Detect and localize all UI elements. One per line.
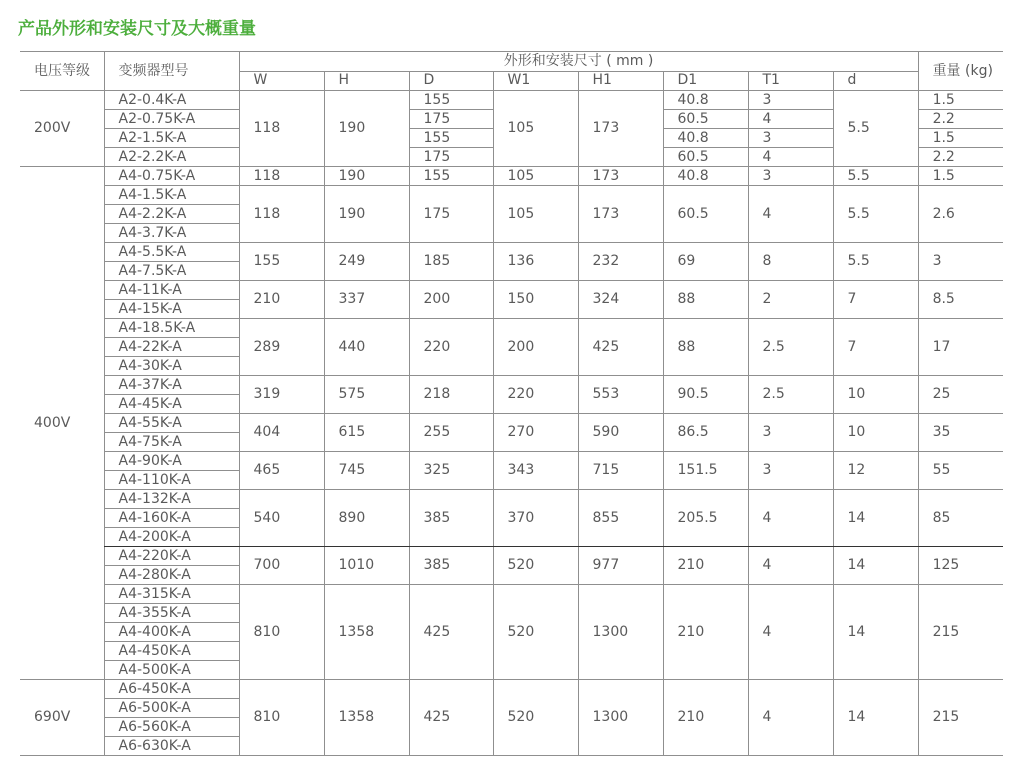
cell-H1: 590 xyxy=(578,414,663,452)
cell-D1: 86.5 xyxy=(663,414,748,452)
cell-H: 575 xyxy=(324,376,409,414)
header-H1: H1 xyxy=(578,71,663,91)
model-cell: A2-0.4K-A xyxy=(104,91,239,110)
cell-D1: 88 xyxy=(663,281,748,319)
cell-H1: 173 xyxy=(578,91,663,167)
cell-T1: 4 xyxy=(748,148,833,167)
cell-kg: 1.5 xyxy=(918,167,1003,186)
model-cell: A4-450K-A xyxy=(104,642,239,661)
model-cell: A6-500K-A xyxy=(104,699,239,718)
cell-H1: 1300 xyxy=(578,585,663,680)
cell-T1: 4 xyxy=(748,490,833,547)
cell-W: 155 xyxy=(239,243,324,281)
model-cell: A2-0.75K-A xyxy=(104,110,239,129)
cell-W: 810 xyxy=(239,680,324,756)
cell-d: 14 xyxy=(833,547,918,585)
model-cell: A2-1.5K-A xyxy=(104,129,239,148)
cell-kg: 3 xyxy=(918,243,1003,281)
model-cell: A4-3.7K-A xyxy=(104,224,239,243)
cell-D: 385 xyxy=(409,547,493,585)
cell-W1: 105 xyxy=(493,167,578,186)
cell-d: 5.5 xyxy=(833,91,918,167)
cell-H: 745 xyxy=(324,452,409,490)
header-D: D xyxy=(409,71,493,91)
model-cell: A4-315K-A xyxy=(104,585,239,604)
header-dims-group: 外形和安装尺寸 ( mm ) xyxy=(239,52,918,72)
cell-d: 5.5 xyxy=(833,167,918,186)
cell-D: 425 xyxy=(409,585,493,680)
cell-W1: 220 xyxy=(493,376,578,414)
dimension-table xyxy=(20,51,1003,756)
cell-kg: 2.2 xyxy=(918,148,1003,167)
model-cell: A4-55K-A xyxy=(104,414,239,433)
cell-H: 890 xyxy=(324,490,409,547)
cell-W: 465 xyxy=(239,452,324,490)
cell-T1: 3 xyxy=(748,91,833,110)
header-H: H xyxy=(324,71,409,91)
model-cell: A4-90K-A xyxy=(104,452,239,471)
cell-D1: 40.8 xyxy=(663,91,748,110)
model-cell: A4-30K-A xyxy=(104,357,239,376)
model-cell: A4-18.5K-A xyxy=(104,319,239,338)
cell-kg: 35 xyxy=(918,414,1003,452)
cell-T1: 4 xyxy=(748,110,833,129)
model-cell: A4-110K-A xyxy=(104,471,239,490)
model-cell: A4-500K-A xyxy=(104,661,239,680)
cell-kg: 215 xyxy=(918,585,1003,680)
cell-W: 118 xyxy=(239,167,324,186)
table-row xyxy=(20,167,1003,186)
cell-D: 155 xyxy=(409,167,493,186)
header-T1: T1 xyxy=(748,71,833,91)
model-cell: A4-15K-A xyxy=(104,300,239,319)
cell-d: 14 xyxy=(833,585,918,680)
cell-T1: 4 xyxy=(748,585,833,680)
model-cell: A4-5.5K-A xyxy=(104,243,239,262)
cell-W1: 105 xyxy=(493,91,578,167)
table-row xyxy=(20,376,1003,395)
cell-H1: 324 xyxy=(578,281,663,319)
header-D1: D1 xyxy=(663,71,748,91)
cell-H1: 855 xyxy=(578,490,663,547)
cell-W: 540 xyxy=(239,490,324,547)
model-cell: A4-75K-A xyxy=(104,433,239,452)
cell-kg: 17 xyxy=(918,319,1003,376)
cell-W1: 520 xyxy=(493,680,578,756)
model-cell: A4-220K-A xyxy=(104,547,239,566)
cell-kg: 1.5 xyxy=(918,129,1003,148)
table-row xyxy=(20,414,1003,433)
cell-d: 12 xyxy=(833,452,918,490)
cell-W1: 136 xyxy=(493,243,578,281)
header-W1: W1 xyxy=(493,71,578,91)
cell-D: 175 xyxy=(409,110,493,129)
model-cell: A4-132K-A xyxy=(104,490,239,509)
model-cell: A4-160K-A xyxy=(104,509,239,528)
table-row xyxy=(20,680,1003,699)
cell-kg: 125 xyxy=(918,547,1003,585)
cell-H1: 173 xyxy=(578,186,663,243)
model-cell: A4-200K-A xyxy=(104,528,239,547)
cell-kg: 2.6 xyxy=(918,186,1003,243)
cell-W: 404 xyxy=(239,414,324,452)
cell-d: 14 xyxy=(833,680,918,756)
cell-W: 289 xyxy=(239,319,324,376)
cell-D1: 60.5 xyxy=(663,110,748,129)
cell-kg: 25 xyxy=(918,376,1003,414)
cell-T1: 3 xyxy=(748,414,833,452)
cell-d: 5.5 xyxy=(833,186,918,243)
cell-H: 440 xyxy=(324,319,409,376)
cell-H: 337 xyxy=(324,281,409,319)
cell-D: 155 xyxy=(409,129,493,148)
cell-H1: 715 xyxy=(578,452,663,490)
cell-T1: 8 xyxy=(748,243,833,281)
cell-D1: 69 xyxy=(663,243,748,281)
cell-H1: 977 xyxy=(578,547,663,585)
cell-T1: 4 xyxy=(748,186,833,243)
cell-W: 810 xyxy=(239,585,324,680)
cell-d: 10 xyxy=(833,376,918,414)
cell-T1: 2 xyxy=(748,281,833,319)
cell-W: 319 xyxy=(239,376,324,414)
table-row xyxy=(20,91,1003,110)
header-voltage: 电压等级 xyxy=(20,52,104,91)
cell-T1: 3 xyxy=(748,167,833,186)
cell-H: 190 xyxy=(324,91,409,167)
cell-kg: 85 xyxy=(918,490,1003,547)
model-cell: A4-7.5K-A xyxy=(104,262,239,281)
cell-H: 190 xyxy=(324,167,409,186)
table-row xyxy=(20,547,1003,566)
model-cell: A2-2.2K-A xyxy=(104,148,239,167)
cell-kg: 8.5 xyxy=(918,281,1003,319)
table-row xyxy=(20,452,1003,471)
cell-D: 200 xyxy=(409,281,493,319)
cell-D1: 88 xyxy=(663,319,748,376)
cell-D1: 90.5 xyxy=(663,376,748,414)
page-title: 产品外形和安装尺寸及大概重量 xyxy=(18,19,256,39)
model-cell: A4-355K-A xyxy=(104,604,239,623)
cell-d: 5.5 xyxy=(833,243,918,281)
header-d: d xyxy=(833,71,918,91)
cell-kg: 2.2 xyxy=(918,110,1003,129)
table-row xyxy=(20,490,1003,509)
cell-D: 255 xyxy=(409,414,493,452)
model-cell: A6-560K-A xyxy=(104,718,239,737)
cell-H: 1358 xyxy=(324,585,409,680)
model-cell: A4-2.2K-A xyxy=(104,205,239,224)
cell-W1: 370 xyxy=(493,490,578,547)
cell-kg: 215 xyxy=(918,680,1003,756)
cell-D1: 60.5 xyxy=(663,186,748,243)
cell-W1: 270 xyxy=(493,414,578,452)
cell-D1: 40.8 xyxy=(663,167,748,186)
cell-W1: 105 xyxy=(493,186,578,243)
cell-W: 118 xyxy=(239,91,324,167)
cell-T1: 2.5 xyxy=(748,376,833,414)
cell-W: 210 xyxy=(239,281,324,319)
model-cell: A4-400K-A xyxy=(104,623,239,642)
header-model: 变频器型号 xyxy=(104,52,239,91)
model-cell: A4-37K-A xyxy=(104,376,239,395)
cell-T1: 2.5 xyxy=(748,319,833,376)
cell-D: 185 xyxy=(409,243,493,281)
model-cell: A4-280K-A xyxy=(104,566,239,585)
cell-H: 190 xyxy=(324,186,409,243)
cell-W1: 200 xyxy=(493,319,578,376)
cell-d: 14 xyxy=(833,490,918,547)
cell-D1: 210 xyxy=(663,680,748,756)
table-row xyxy=(20,585,1003,604)
cell-W: 118 xyxy=(239,186,324,243)
model-cell: A4-1.5K-A xyxy=(104,186,239,205)
header-W: W xyxy=(239,71,324,91)
cell-H: 249 xyxy=(324,243,409,281)
cell-H1: 553 xyxy=(578,376,663,414)
model-cell: A6-450K-A xyxy=(104,680,239,699)
cell-W1: 520 xyxy=(493,547,578,585)
model-cell: A6-630K-A xyxy=(104,737,239,756)
cell-H1: 425 xyxy=(578,319,663,376)
cell-T1: 3 xyxy=(748,129,833,148)
cell-D1: 210 xyxy=(663,585,748,680)
cell-D: 220 xyxy=(409,319,493,376)
cell-W: 700 xyxy=(239,547,324,585)
cell-d: 7 xyxy=(833,319,918,376)
cell-D: 325 xyxy=(409,452,493,490)
cell-D: 155 xyxy=(409,91,493,110)
cell-D1: 210 xyxy=(663,547,748,585)
cell-H: 615 xyxy=(324,414,409,452)
cell-W1: 343 xyxy=(493,452,578,490)
table-row xyxy=(20,243,1003,262)
cell-D: 218 xyxy=(409,376,493,414)
cell-D: 385 xyxy=(409,490,493,547)
model-cell: A4-22K-A xyxy=(104,338,239,357)
voltage-cell: 690V xyxy=(20,680,104,756)
voltage-cell: 400V xyxy=(20,167,104,680)
cell-D: 175 xyxy=(409,148,493,167)
cell-d: 7 xyxy=(833,281,918,319)
cell-D1: 40.8 xyxy=(663,129,748,148)
cell-T1: 3 xyxy=(748,452,833,490)
cell-H: 1358 xyxy=(324,680,409,756)
cell-T1: 4 xyxy=(748,680,833,756)
cell-D1: 151.5 xyxy=(663,452,748,490)
model-cell: A4-11K-A xyxy=(104,281,239,300)
table-row xyxy=(20,319,1003,338)
cell-H1: 173 xyxy=(578,167,663,186)
model-cell: A4-0.75K-A xyxy=(104,167,239,186)
cell-D1: 60.5 xyxy=(663,148,748,167)
cell-T1: 4 xyxy=(748,547,833,585)
cell-D1: 205.5 xyxy=(663,490,748,547)
cell-d: 10 xyxy=(833,414,918,452)
cell-kg: 1.5 xyxy=(918,91,1003,110)
cell-H1: 1300 xyxy=(578,680,663,756)
header-weight: 重量 (kg) xyxy=(918,52,1003,91)
model-cell: A4-45K-A xyxy=(104,395,239,414)
cell-H1: 232 xyxy=(578,243,663,281)
table-row xyxy=(20,281,1003,300)
table-row xyxy=(20,186,1003,205)
voltage-cell: 200V xyxy=(20,91,104,167)
cell-D: 175 xyxy=(409,186,493,243)
cell-W1: 150 xyxy=(493,281,578,319)
cell-D: 425 xyxy=(409,680,493,756)
cell-W1: 520 xyxy=(493,585,578,680)
cell-kg: 55 xyxy=(918,452,1003,490)
cell-H: 1010 xyxy=(324,547,409,585)
